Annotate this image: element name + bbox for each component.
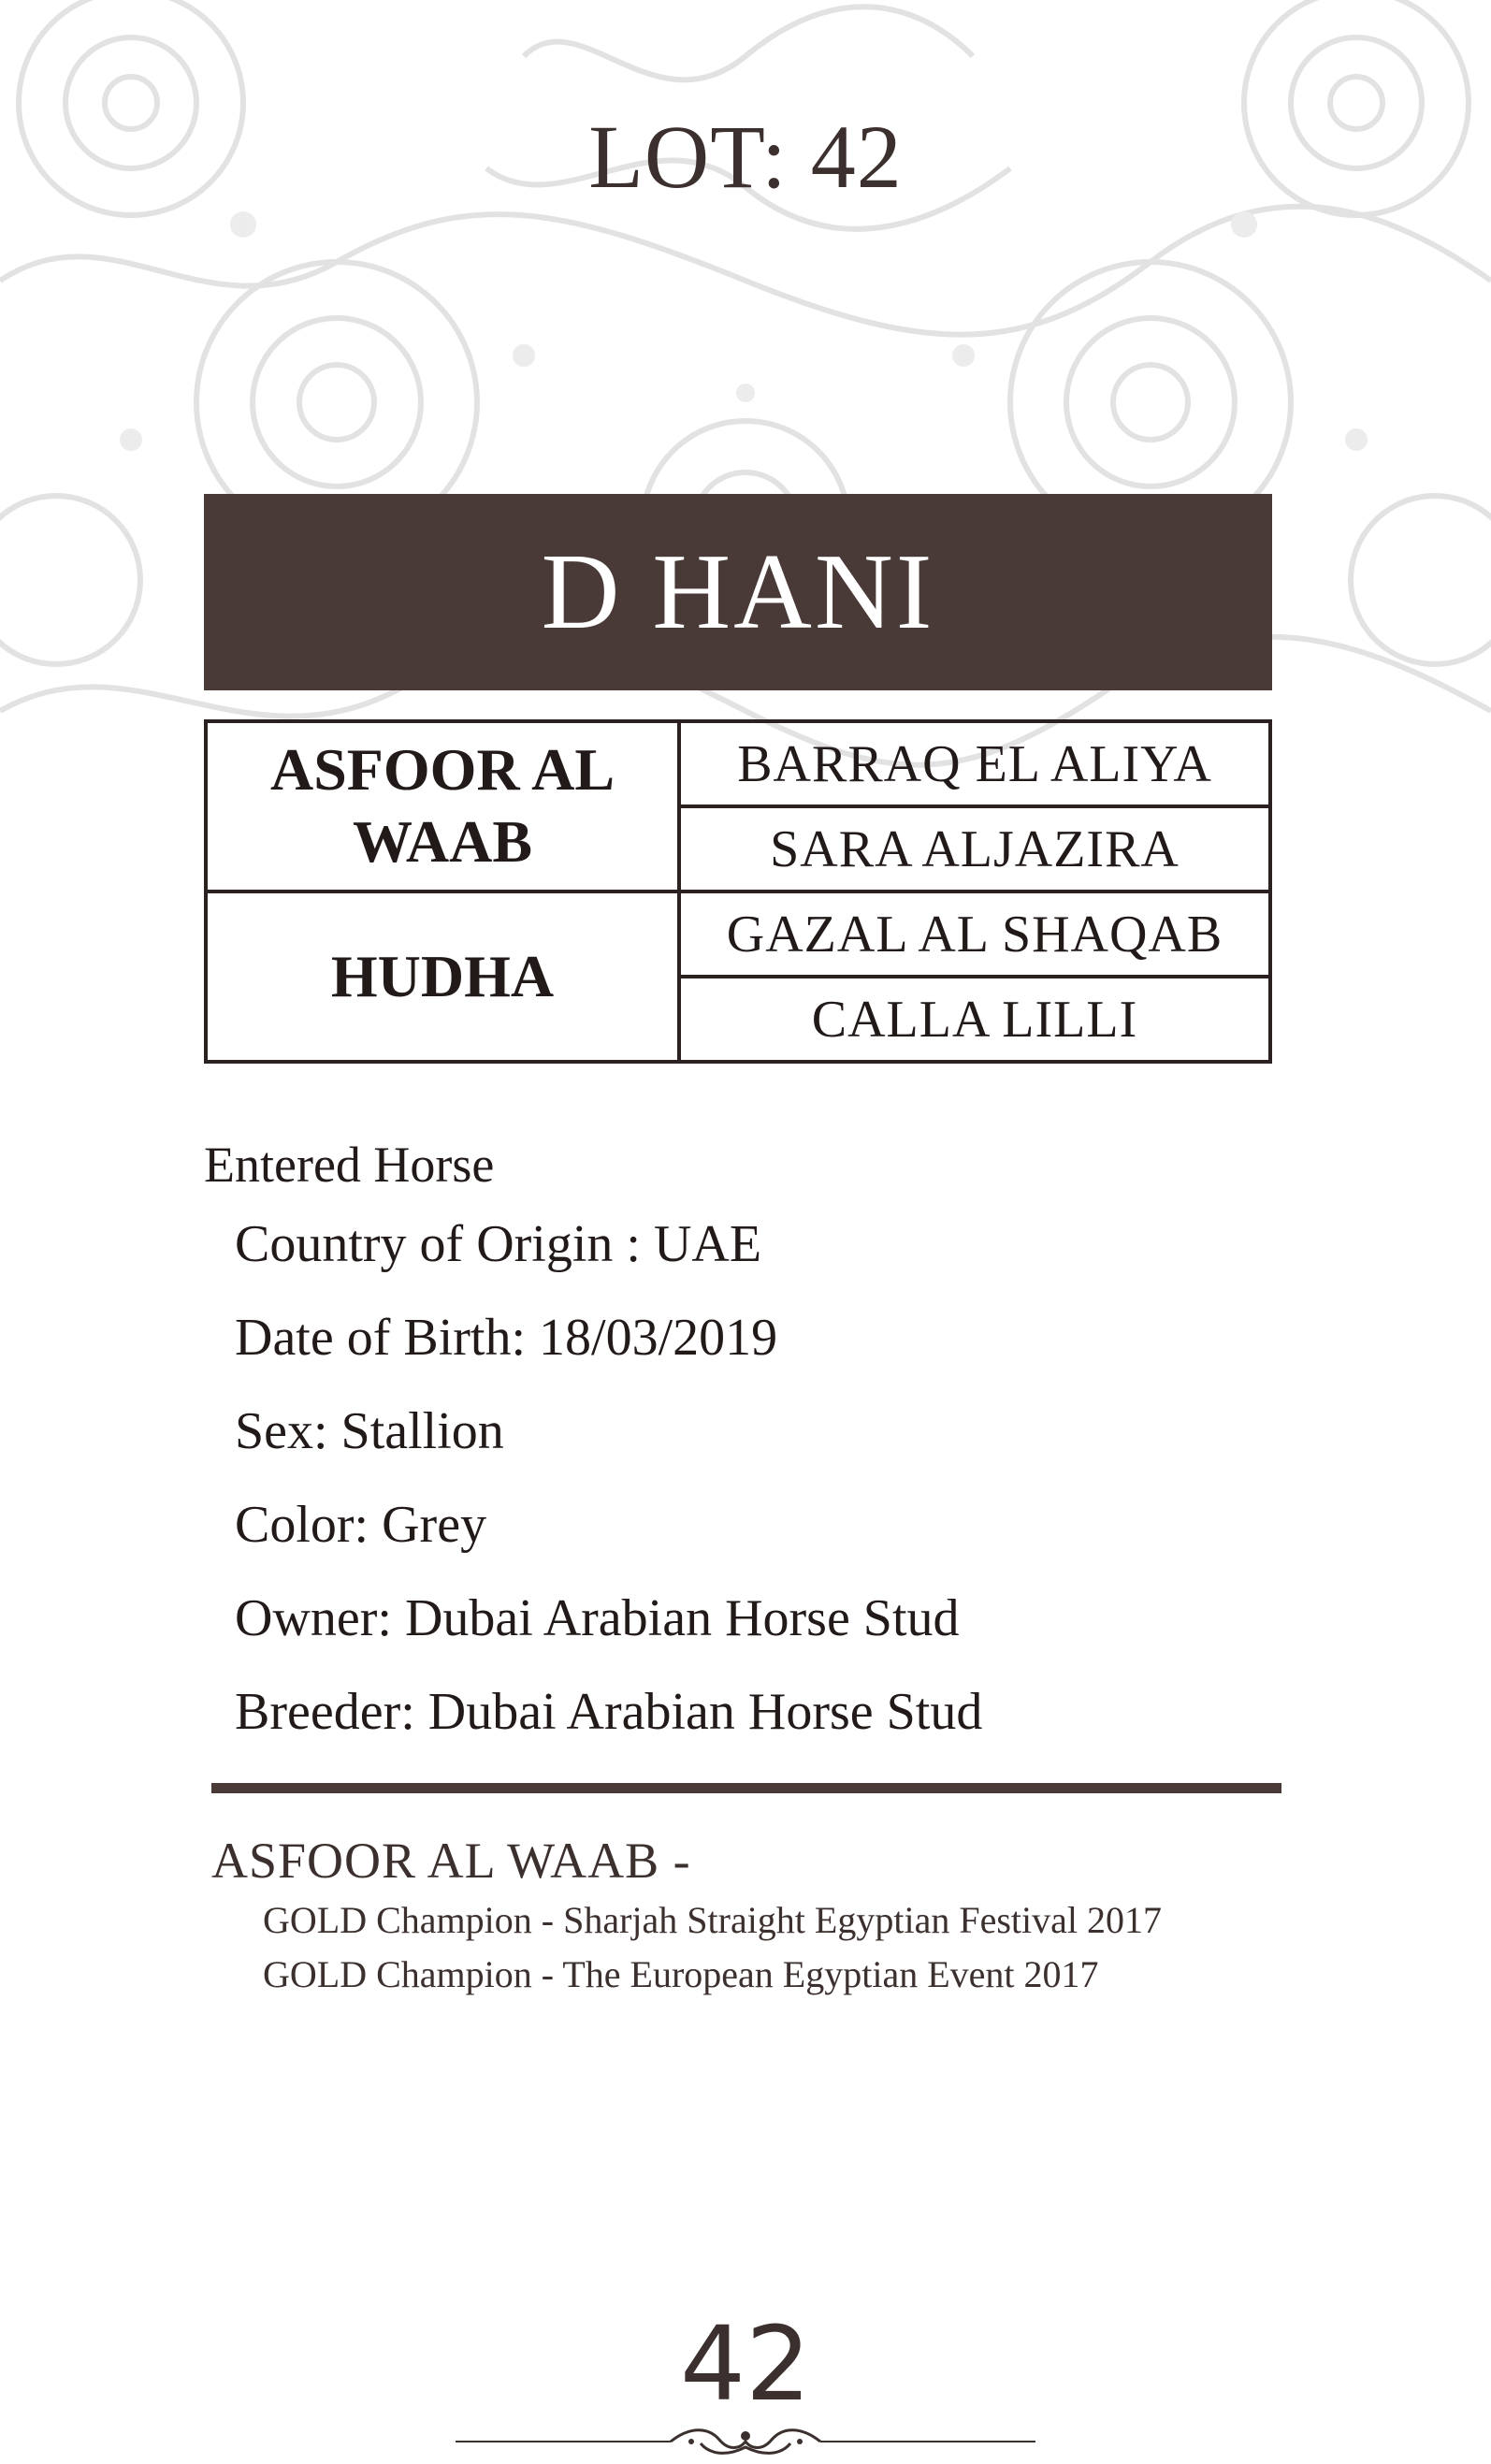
- pedigree-sire-dam: SARA ALJAZIRA: [681, 804, 1268, 890]
- detail-sex: Sex: Stallion: [235, 1402, 504, 1460]
- ornament-flourish-icon: [456, 2423, 1035, 2460]
- achievements-list: [211, 1893, 1427, 2002]
- detail-owner: Owner: Dubai Arabian Horse Stud: [235, 1589, 960, 1647]
- pedigree-parents: [208, 723, 681, 1060]
- pedigree-dam-sire: GAZAL AL SHAQAB: [681, 890, 1268, 975]
- pedigree-table: [204, 719, 1272, 1064]
- detail-date-of-birth: Date of Birth: 18/03/2019: [235, 1309, 778, 1367]
- achievement-item: GOLD Champion - Sharjah Straight Egyptian Festival 2017: [263, 1899, 1162, 1941]
- section-divider: [211, 1783, 1281, 1793]
- pedigree-sire: ASFOOR AL WAAB: [269, 736, 615, 875]
- pedigree-sire-sire: BARRAQ EL ALIYA: [737, 734, 1212, 793]
- details-heading: Entered Horse: [204, 1137, 495, 1193]
- pedigree-dam-dam: CALLA LILLI: [681, 975, 1268, 1060]
- horse-name-banner: [204, 494, 1272, 690]
- pedigree-grandparents: [681, 723, 1268, 1060]
- detail-breeder: Breeder: Dubai Arabian Horse Stud: [235, 1683, 983, 1741]
- achievement-item: GOLD Champion - The European Egyptian Event 2017: [263, 1953, 1099, 1995]
- pedigree-dam: HUDHA: [208, 890, 677, 1060]
- page-number: 42: [680, 2304, 811, 2424]
- horse-name: D HANI: [541, 531, 935, 652]
- achievements-heading: ASFOOR AL WAAB -: [211, 1833, 691, 1889]
- horse-details: [204, 1132, 1326, 1759]
- lot-title: LOT: 42: [588, 107, 903, 207]
- detail-country: Country of Origin : UAE: [235, 1215, 762, 1273]
- achievements-section: [211, 1828, 1427, 2002]
- detail-color: Color: Grey: [235, 1496, 487, 1554]
